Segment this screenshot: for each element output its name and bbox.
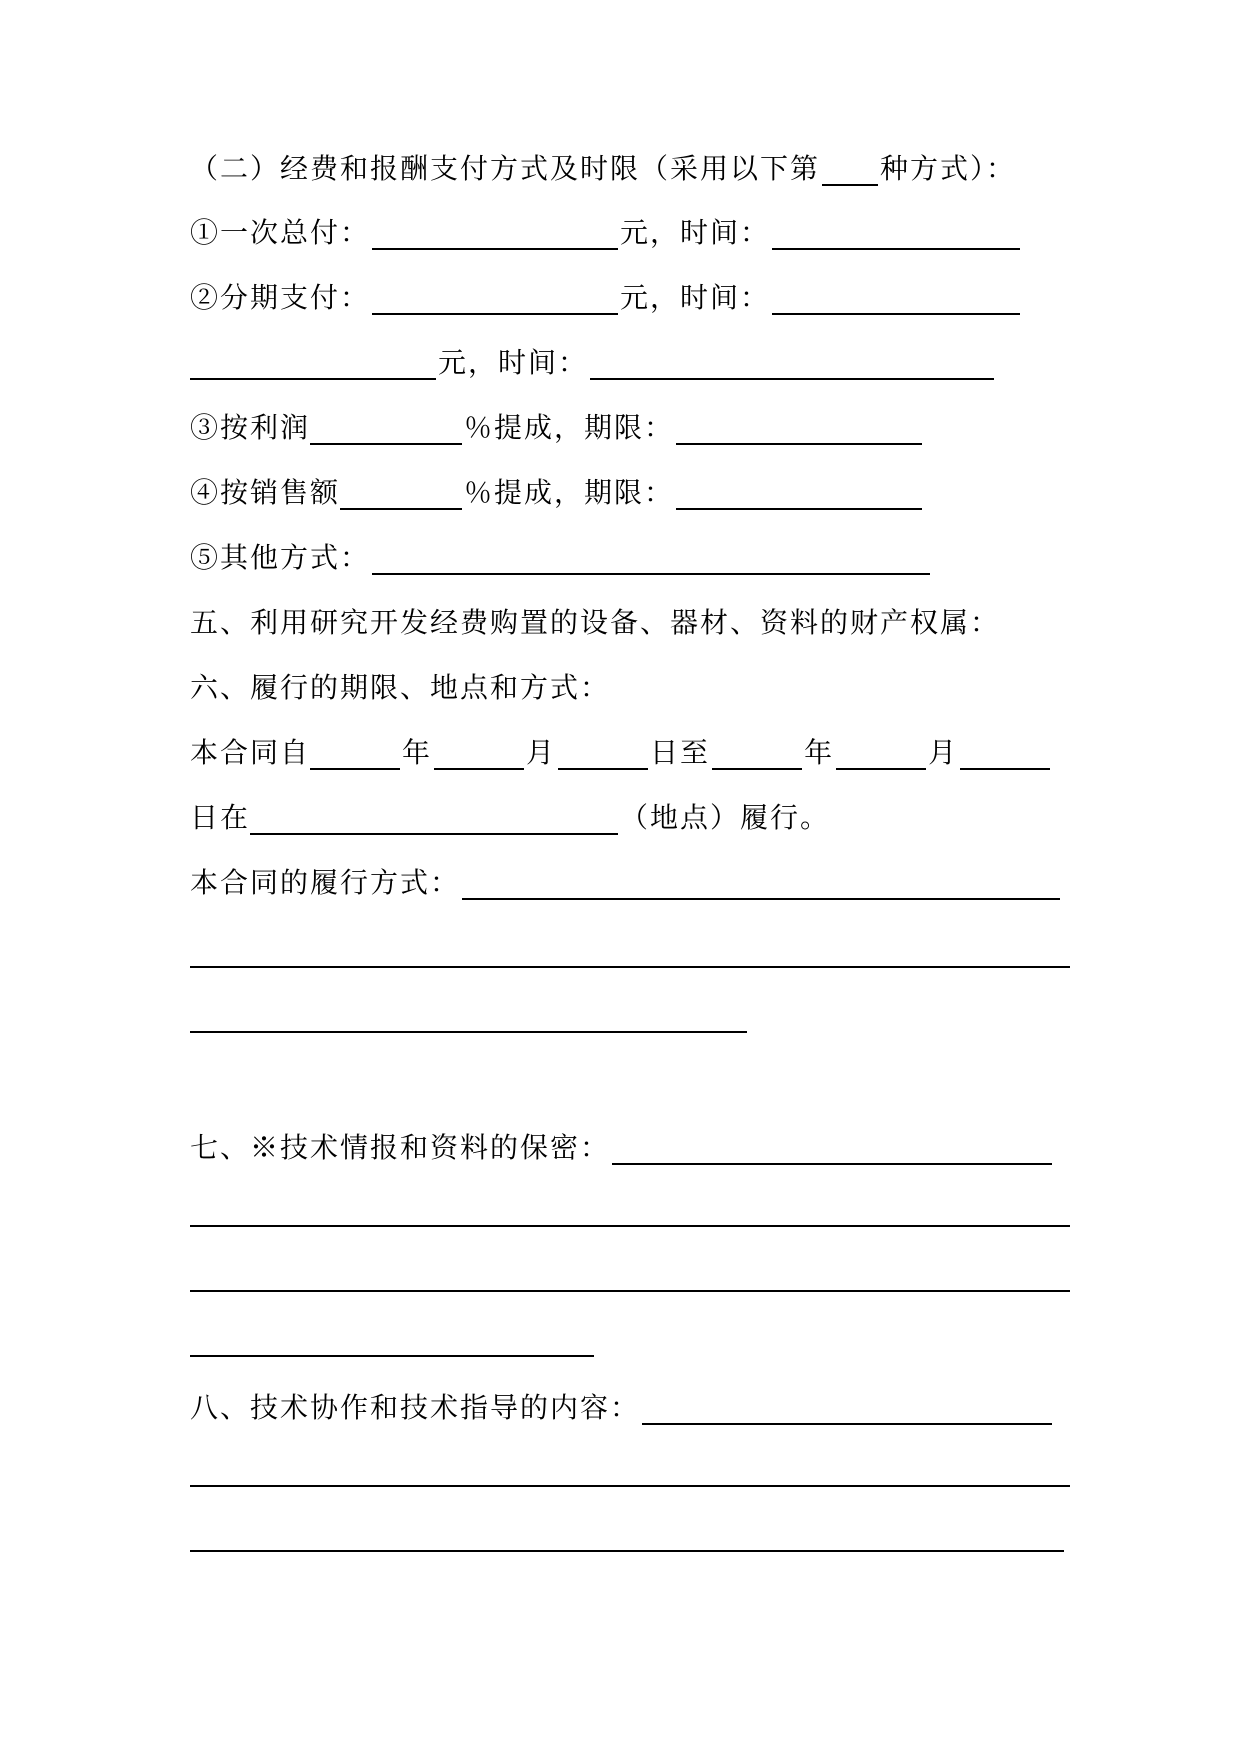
section-7-title bbox=[190, 1125, 1054, 1165]
year-label-2: 年 bbox=[804, 736, 835, 769]
method-blank-line-3[interactable] bbox=[190, 1031, 747, 1033]
installment-amount-2-blank[interactable] bbox=[190, 348, 436, 380]
payment-method-number-blank[interactable] bbox=[822, 154, 878, 186]
performance-method bbox=[190, 860, 1062, 900]
tech-guidance-line-3[interactable] bbox=[190, 1550, 1064, 1552]
section-7-text: 七、※技术情报和资料的保密： bbox=[190, 1131, 611, 1164]
section-5-text: 五、利用研究开发经费购置的设备、器材、资料的财产权属： bbox=[190, 606, 1001, 639]
from-label: 本合同自 bbox=[190, 736, 311, 769]
profit-term-blank[interactable] bbox=[676, 413, 922, 445]
profit-label: ③按利润 bbox=[190, 411, 311, 444]
lump-sum-yuan-time: 元，时间： bbox=[620, 216, 771, 249]
installment-time-blank[interactable] bbox=[772, 283, 1020, 315]
sales-term-blank[interactable] bbox=[676, 478, 922, 510]
installment-yuan-time: 元，时间： bbox=[620, 281, 771, 314]
performance-place bbox=[190, 795, 830, 835]
method-blank[interactable] bbox=[462, 868, 1060, 900]
other-method-label: ⑤其他方式： bbox=[190, 541, 371, 574]
section-6-text: 六、履行的期限、地点和方式： bbox=[190, 671, 611, 704]
payment-option-installment-cont bbox=[190, 340, 996, 380]
section-6-title bbox=[190, 665, 610, 705]
section-8-title bbox=[190, 1385, 1054, 1425]
lump-sum-amount-blank[interactable] bbox=[372, 218, 618, 250]
installment-label: ②分期支付： bbox=[190, 281, 371, 314]
performance-period bbox=[190, 730, 1052, 770]
tech-guidance-blank[interactable] bbox=[642, 1393, 1052, 1425]
start-month-blank[interactable] bbox=[434, 738, 524, 770]
confidentiality-line-2[interactable] bbox=[190, 1225, 1070, 1227]
start-year-blank[interactable] bbox=[310, 738, 400, 770]
payment-option-other bbox=[190, 535, 932, 575]
sales-percent-blank[interactable] bbox=[340, 478, 462, 510]
year-label: 年 bbox=[402, 736, 433, 769]
end-year-blank[interactable] bbox=[712, 738, 802, 770]
month-label: 月 bbox=[526, 736, 557, 769]
lump-sum-time-blank[interactable] bbox=[772, 218, 1020, 250]
confidentiality-line-3[interactable] bbox=[190, 1290, 1070, 1292]
installment-amount-blank[interactable] bbox=[372, 283, 618, 315]
method-blank-line-2[interactable] bbox=[190, 966, 1070, 968]
payment-option-sales bbox=[190, 470, 924, 510]
day-to-label: 日至 bbox=[650, 736, 711, 769]
payment-heading-suffix: 种方式）： bbox=[880, 152, 1017, 185]
end-day-blank[interactable] bbox=[960, 738, 1050, 770]
method-label: 本合同的履行方式： bbox=[190, 866, 461, 899]
section-5-title bbox=[190, 600, 1000, 640]
payment-heading bbox=[190, 146, 1016, 186]
other-method-blank[interactable] bbox=[372, 543, 930, 575]
day-at-label: 日在 bbox=[190, 801, 251, 834]
place-blank[interactable] bbox=[250, 803, 618, 835]
payment-option-profit bbox=[190, 405, 924, 445]
confidentiality-blank[interactable] bbox=[612, 1133, 1052, 1165]
section-8-text: 八、技术协作和技术指导的内容： bbox=[190, 1391, 641, 1424]
sales-label: ④按销售额 bbox=[190, 476, 341, 509]
profit-percent-blank[interactable] bbox=[310, 413, 462, 445]
payment-heading-text: （二）经费和报酬支付方式及时限（采用以下第 bbox=[190, 152, 821, 185]
start-day-blank[interactable] bbox=[558, 738, 648, 770]
installment-time-2-blank[interactable] bbox=[590, 348, 994, 380]
end-month-blank[interactable] bbox=[836, 738, 926, 770]
confidentiality-line-4[interactable] bbox=[190, 1355, 594, 1357]
payment-option-lump-sum bbox=[190, 210, 1022, 250]
payment-option-installment bbox=[190, 275, 1022, 315]
installment-yuan-time-2: 元，时间： bbox=[438, 346, 589, 379]
tech-guidance-line-2[interactable] bbox=[190, 1485, 1070, 1487]
profit-percent-term: ％提成，期限： bbox=[464, 411, 675, 444]
sales-percent-term: ％提成，期限： bbox=[464, 476, 675, 509]
place-suffix: （地点）履行。 bbox=[620, 801, 831, 834]
lump-sum-label: ①一次总付： bbox=[190, 216, 371, 249]
month-label-2: 月 bbox=[928, 736, 959, 769]
